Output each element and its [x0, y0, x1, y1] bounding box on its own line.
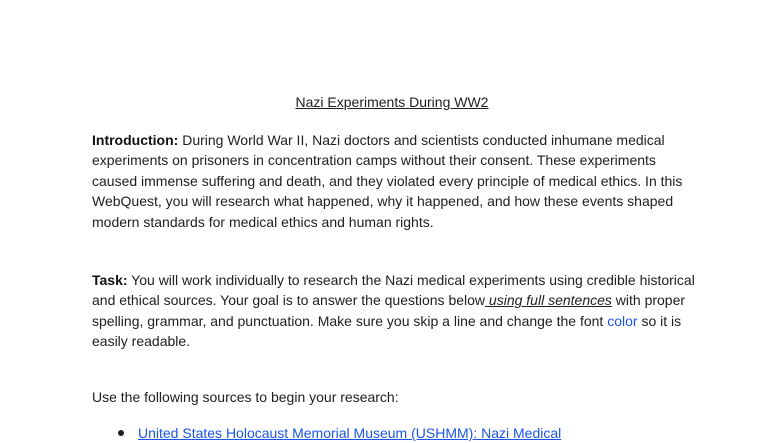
sources-lead-text: Use the following sources to begin your research:: [92, 389, 399, 405]
task-color-word: color: [607, 312, 638, 329]
source-list-item: [118, 423, 561, 443]
introduction-text: During World War II, Nazi doctors and scientists conducted inhumane medical experiments on prisoners in concentration camps without their consent. These experiments caused immense suffering and death, and they violated every principle of medical ethics. In this WebQuest, you will research what happened, why it happened, and how these events shaped modern standards for medical ethics and human rights.: [92, 132, 683, 230]
task-text-3: so it is easily readable.: [92, 312, 682, 350]
introduction-paragraph: [92, 130, 704, 232]
task-text-2: with proper spelling, grammar, and punctuation. Make sure you skip a line and change the font: [92, 292, 686, 329]
task-paragraph: [92, 270, 704, 352]
document-title: Nazi Experiments During WW2: [295, 94, 489, 110]
introduction-label: Introduction:: [92, 132, 179, 148]
task-text-1: You will work individually to research the Nazi medical experiments using credible historical and ethical sources. Your goal is to answer the questions below: [92, 272, 695, 309]
task-emphasis: using full sentences: [485, 292, 612, 309]
task-label: Task:: [92, 272, 128, 288]
source-link-ushmm[interactable]: United States Holocaust Memorial Museum (USHMM): Nazi Medical: [138, 425, 562, 441]
bullet-icon: [118, 430, 124, 436]
sources-list: [118, 423, 561, 443]
